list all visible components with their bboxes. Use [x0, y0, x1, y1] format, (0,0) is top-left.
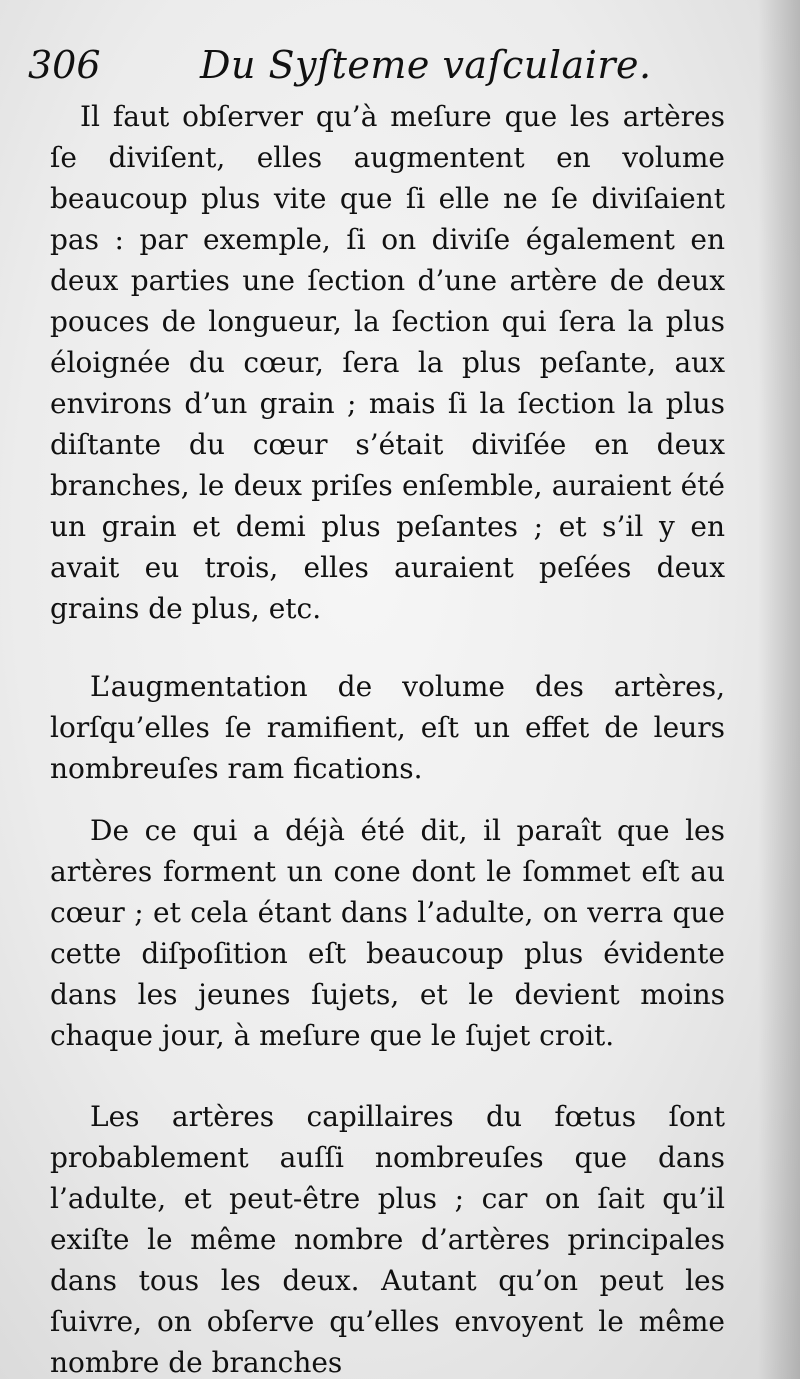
- paragraph-1: Il faut obſerver qu’à meſure que les artères ſe diviſent, elles augmentent en volume beaucoup plus vite que ſi elle ne ſe diviſaient pas : par exemple, ſi on diviſe également en deux parties une ſection d’une artère de deux pouces de longueur, la ſection qui ſera la plus éloignée du cœur, ſera la plus peſante, aux environs d’un grain ; mais ſi la ſection la plus diſtante du cœur s’était diviſée en deux branches, le deux priſes enſemble, auraient été un grain et demi plus peſantes ; et s’il y en avait eu trois, elles auraient peſées deux grains de plus, etc.: [50, 100, 725, 625]
- paragraph-4: Les artères capillaires du fœtus ſont probablement auſſi nombreuſes que dans l’adulte, et peut-être plus ; car on ſait qu’il exiſte le même nombre d’artères principales dans tous les deux. Autant qu’on peut les ſuivre, on obſerve qu’elles envoyent le même nombre de branches: [50, 1100, 725, 1379]
- paragraph-2: L’augmentation de volume des artères, lorſqu’elles ſe ramifient, eſt un effet de leurs nombreuſes ram fications.: [50, 670, 725, 785]
- page-edge-shadow: [758, 0, 800, 1379]
- page-number: 306: [28, 43, 101, 87]
- running-head: Du Syſteme vaſculaire.: [200, 43, 652, 87]
- paragraph-3: De ce qui a déjà été dit, il paraît que les artères forment un cone dont le ſommet eſt au cœur ; et cela étant dans l’adulte, on verra que cette diſpoſition eſt beaucoup plus évidente dans les jeunes ſujets, et le devient moins chaque jour, à meſure que le ſujet croit.: [50, 814, 725, 1052]
- page-header: [28, 40, 748, 90]
